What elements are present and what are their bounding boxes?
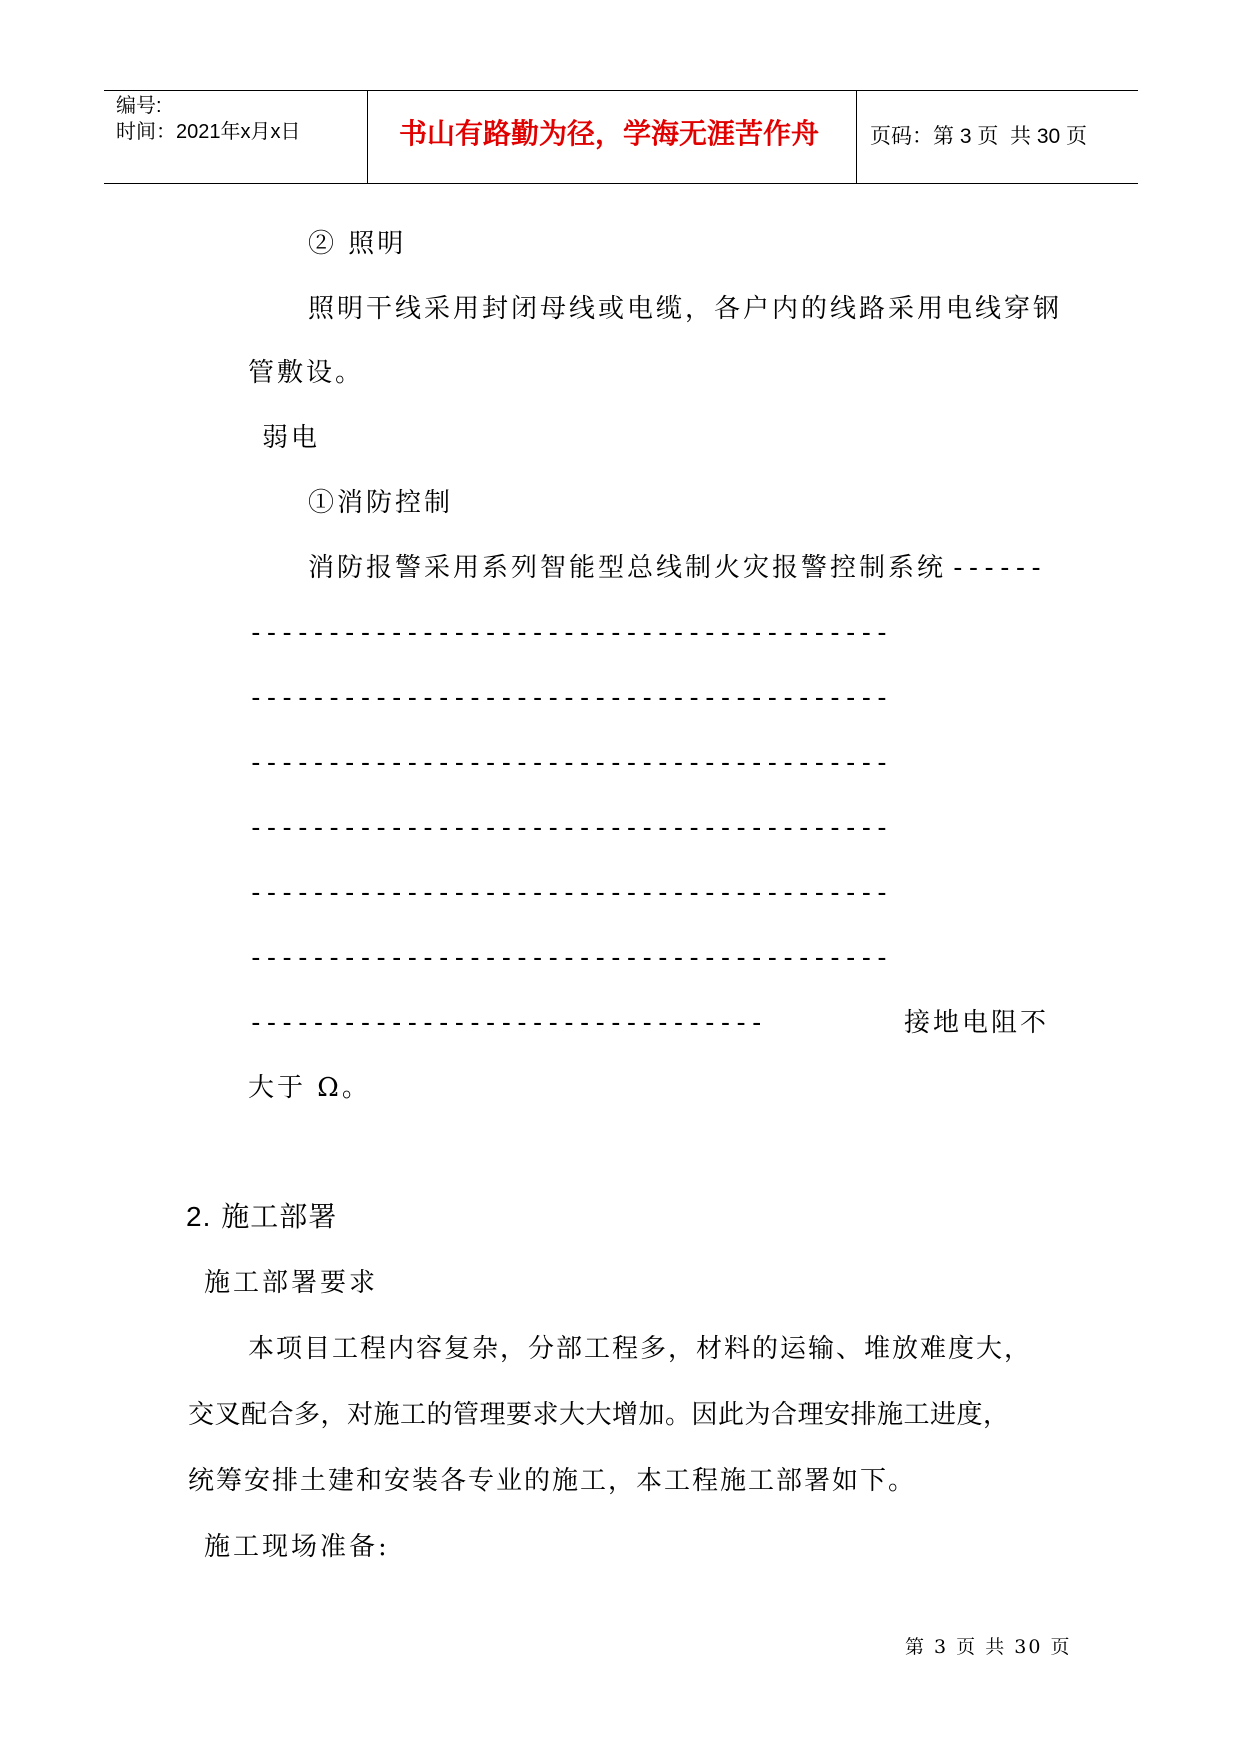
lighting-paragraph-line: 管敷设。 (248, 358, 365, 388)
dotted-leader-line: ----------------------------------------- (248, 943, 890, 973)
deployment-paragraph-line: 统筹安排土建和安装各专业的施工，本工程施工部署如下。 (188, 1466, 917, 1496)
header-divider-left (367, 90, 368, 183)
dotted-leader-line: ----------------------------------------- (248, 748, 890, 778)
fire-paragraph-line: 消防报警采用系列智能型总线制火灾报警控制系统 (308, 553, 947, 583)
header-top-border (104, 90, 1138, 91)
section-title: 施工部署 (221, 1200, 338, 1233)
dotted-leader-line: ----------------------------------------- (248, 618, 890, 648)
section-heading (186, 1200, 337, 1234)
fire-paragraph-line: 大于 Ω。 (248, 1073, 371, 1103)
section-number: 2. (186, 1201, 212, 1232)
dotted-leader-line: ----------------------------------------- (248, 683, 890, 713)
fire-paragraph-line: 接地电阻不 (904, 1008, 1050, 1038)
page-footer: 第 3 页 共 30 页 (905, 1636, 1072, 1658)
lighting-heading: ② 照明 (308, 229, 407, 259)
weak-current-heading: 弱电 (262, 423, 321, 453)
deployment-paragraph-line: 交叉配合多，对施工的管理要求大大增加。因此为合理安排施工进度， (188, 1400, 1010, 1430)
time-label: 时间：2021年x月x日 (116, 121, 301, 143)
dotted-leader: ------ (950, 553, 1044, 583)
dotted-leader-line: ----------------------------------------- (248, 813, 890, 843)
header-divider-right (856, 90, 857, 183)
subsection-heading: 施工部署要求 (204, 1268, 379, 1298)
site-preparation-heading: 施工现场准备: (204, 1532, 390, 1562)
header-bottom-border (104, 183, 1138, 184)
deployment-paragraph-line: 本项目工程内容复杂，分部工程多，材料的运输、堆放难度大， (248, 1334, 1033, 1364)
header-motto: 书山有路勤为径，学海无涯苦作舟 (398, 117, 819, 150)
fire-control-heading: ①消防控制 (308, 488, 454, 518)
serial-number-label: 编号: (116, 95, 162, 117)
lighting-paragraph-line: 照明干线采用封闭母线或电缆，各户内的线路采用电线穿钢 (308, 294, 1063, 324)
header-page-code: 页码：第 3 页 共 30 页 (870, 125, 1088, 148)
dotted-leader-line: --------------------------------- (248, 1008, 765, 1038)
dotted-leader-line: ----------------------------------------- (248, 878, 890, 908)
